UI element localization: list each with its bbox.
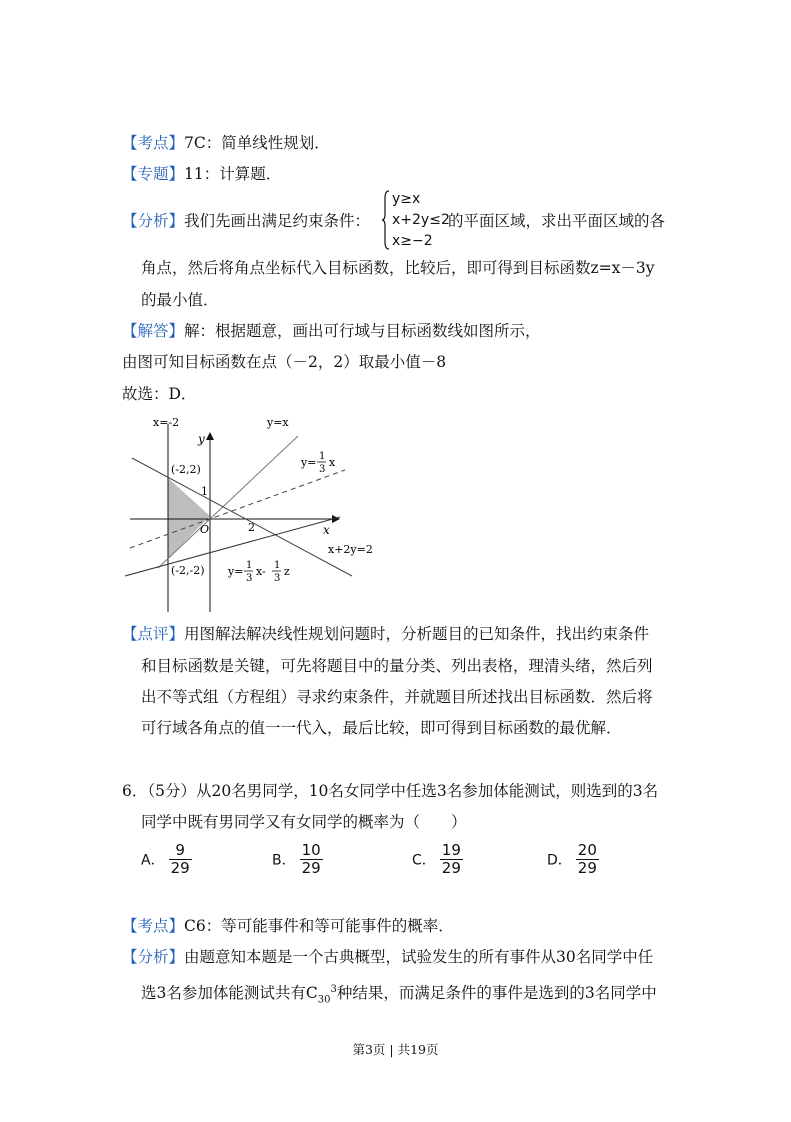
question-6-line2: 同学中既有男同学又有女同学的概率为（ ） [141, 813, 467, 831]
option-a-den: 29 [170, 859, 190, 877]
feasible-region-graph [120, 410, 380, 615]
fenxi2-comb-sub: 30 [317, 994, 331, 1006]
kaodian2-line [122, 916, 454, 936]
label-obj-a: y= [228, 565, 244, 578]
constraint-3: x≥−2 [392, 233, 433, 249]
jieda-line3: 故选：D． [122, 385, 197, 403]
dianping-text1: 用图解法解决线性规划问题时，分析题目的已知条件，找出约束条件 [184, 625, 650, 643]
option-c[interactable] [412, 842, 463, 877]
label-point-neg2-neg2: (-2,-2) [171, 564, 205, 577]
option-c-fraction [440, 842, 463, 877]
label-obj-num1: 1 [246, 560, 253, 571]
option-c-num: 19 [441, 841, 461, 859]
constraint-2: x+2y≤2 [392, 212, 450, 228]
kaodian-text: 7C：简单线性规划． [184, 134, 330, 152]
option-a-num: 9 [169, 842, 192, 860]
constraint-1: y≥x [392, 191, 421, 207]
option-b[interactable] [272, 842, 323, 877]
label-origin: O [200, 523, 210, 536]
fenxi2-line2 [141, 980, 657, 1010]
option-a[interactable] [141, 842, 192, 877]
question-6-line1: 6．（5分）从20名男同学，10名女同学中任选3名参加体能测试，则选到的3名 [122, 782, 659, 800]
label-point-neg2-2: (-2,2) [171, 463, 201, 476]
dianping-line2: 和目标函数是关键，可先将题目中的量分类、列出表格，理清头绪，然后列 [141, 657, 653, 675]
label-third-num: 1 [319, 451, 326, 462]
fenxi2-text1: 由题意知本题是一个古典概型，试验发生的所有事件从30名同学中任 [184, 948, 654, 966]
fenxi2-line1 [122, 947, 653, 967]
label-obj-den2: 3 [274, 573, 281, 584]
jieda-line2: 由图可知目标函数在点（－2，2）取最小值－8 [122, 353, 447, 371]
fenxi2-line2-b: 种结果，而满足条件的事件是选到的3名同学中 [336, 984, 657, 1003]
label-obj-b: x- [256, 565, 266, 578]
option-b-num: 10 [301, 841, 321, 859]
label-obj-den1: 3 [246, 573, 253, 584]
fenxi-before: 我们先画出满足约束条件： [184, 212, 371, 230]
line-y-third-x [130, 470, 345, 548]
fenxi-tag: 【分析】 [122, 212, 185, 230]
kaodian2-tag: 【考点】 [122, 917, 185, 935]
fenxi2-line2-a: 选3名参加体能测试共有C [141, 984, 318, 1003]
dianping-line1 [122, 624, 649, 644]
option-b-label: B． [272, 852, 296, 869]
option-b-den: 29 [301, 859, 321, 877]
dianping-line3: 出不等式组（方程组）寻求约束条件，并就题目所述找出目标函数．然后将 [141, 688, 653, 706]
y-axis-arrow [206, 432, 214, 440]
option-d-label: D． [547, 852, 572, 869]
jieda-tag: 【解答】 [122, 322, 185, 340]
zhuanti-tag: 【专题】 [122, 165, 185, 183]
kaodian-tag: 【考点】 [122, 134, 185, 152]
label-x-neg2: x=-2 [153, 416, 180, 429]
label-constraint: x+2y=2 [328, 543, 373, 556]
option-c-den: 29 [441, 859, 461, 877]
zhuanti-text: 11：计算题． [184, 165, 282, 183]
label-third-a: y= [301, 456, 317, 469]
fenxi2-tag: 【分析】 [122, 948, 185, 966]
zhuanti-line [122, 164, 281, 184]
label-y-eq-x: y=x [267, 416, 289, 429]
label-x-axis: x [323, 523, 330, 537]
fenxi-after: 的平面区域，求出平面区域的各 [448, 212, 666, 230]
jieda-line1 [122, 321, 541, 341]
line-constraint [132, 458, 352, 576]
option-b-fraction [300, 842, 323, 877]
option-d-fraction [576, 842, 599, 877]
fenxi2-comb-sup: 3 [330, 984, 337, 995]
option-d-num: 20 [577, 841, 597, 859]
label-y-axis: y [198, 432, 205, 446]
kaodian2-text: C6：等可能事件和等可能事件的概率． [184, 917, 454, 935]
label-obj-num2: 1 [274, 560, 281, 571]
option-a-fraction [169, 842, 192, 877]
brace-icon [382, 190, 390, 250]
label-obj-c: z [284, 565, 290, 578]
kaodian-line [122, 133, 330, 153]
jieda-text: 解：根据题意，画出可行域与目标函数线如图所示， [184, 322, 541, 340]
dianping-line4: 可行域各角点的值一一代入，最后比较，即可得到目标函数的最优解． [141, 719, 622, 737]
label-third-b: x [329, 456, 336, 469]
option-a-label: A． [141, 852, 165, 869]
fenxi-line2: 角点，然后将角点坐标代入目标函数，比较后，即可得到目标函数z=x－3y [141, 259, 655, 277]
page-footer: 第3页 | 共19页 [352, 1042, 439, 1057]
fenxi-line1 [122, 211, 370, 231]
dianping-tag: 【点评】 [122, 625, 185, 643]
option-d-den: 29 [577, 859, 597, 877]
label-third-den: 3 [319, 464, 326, 475]
label-two: 2 [248, 521, 255, 534]
label-one: 1 [201, 485, 208, 498]
fenxi-line3: 的最小值． [141, 291, 219, 309]
option-d[interactable] [547, 842, 599, 877]
option-c-label: C． [412, 852, 436, 869]
